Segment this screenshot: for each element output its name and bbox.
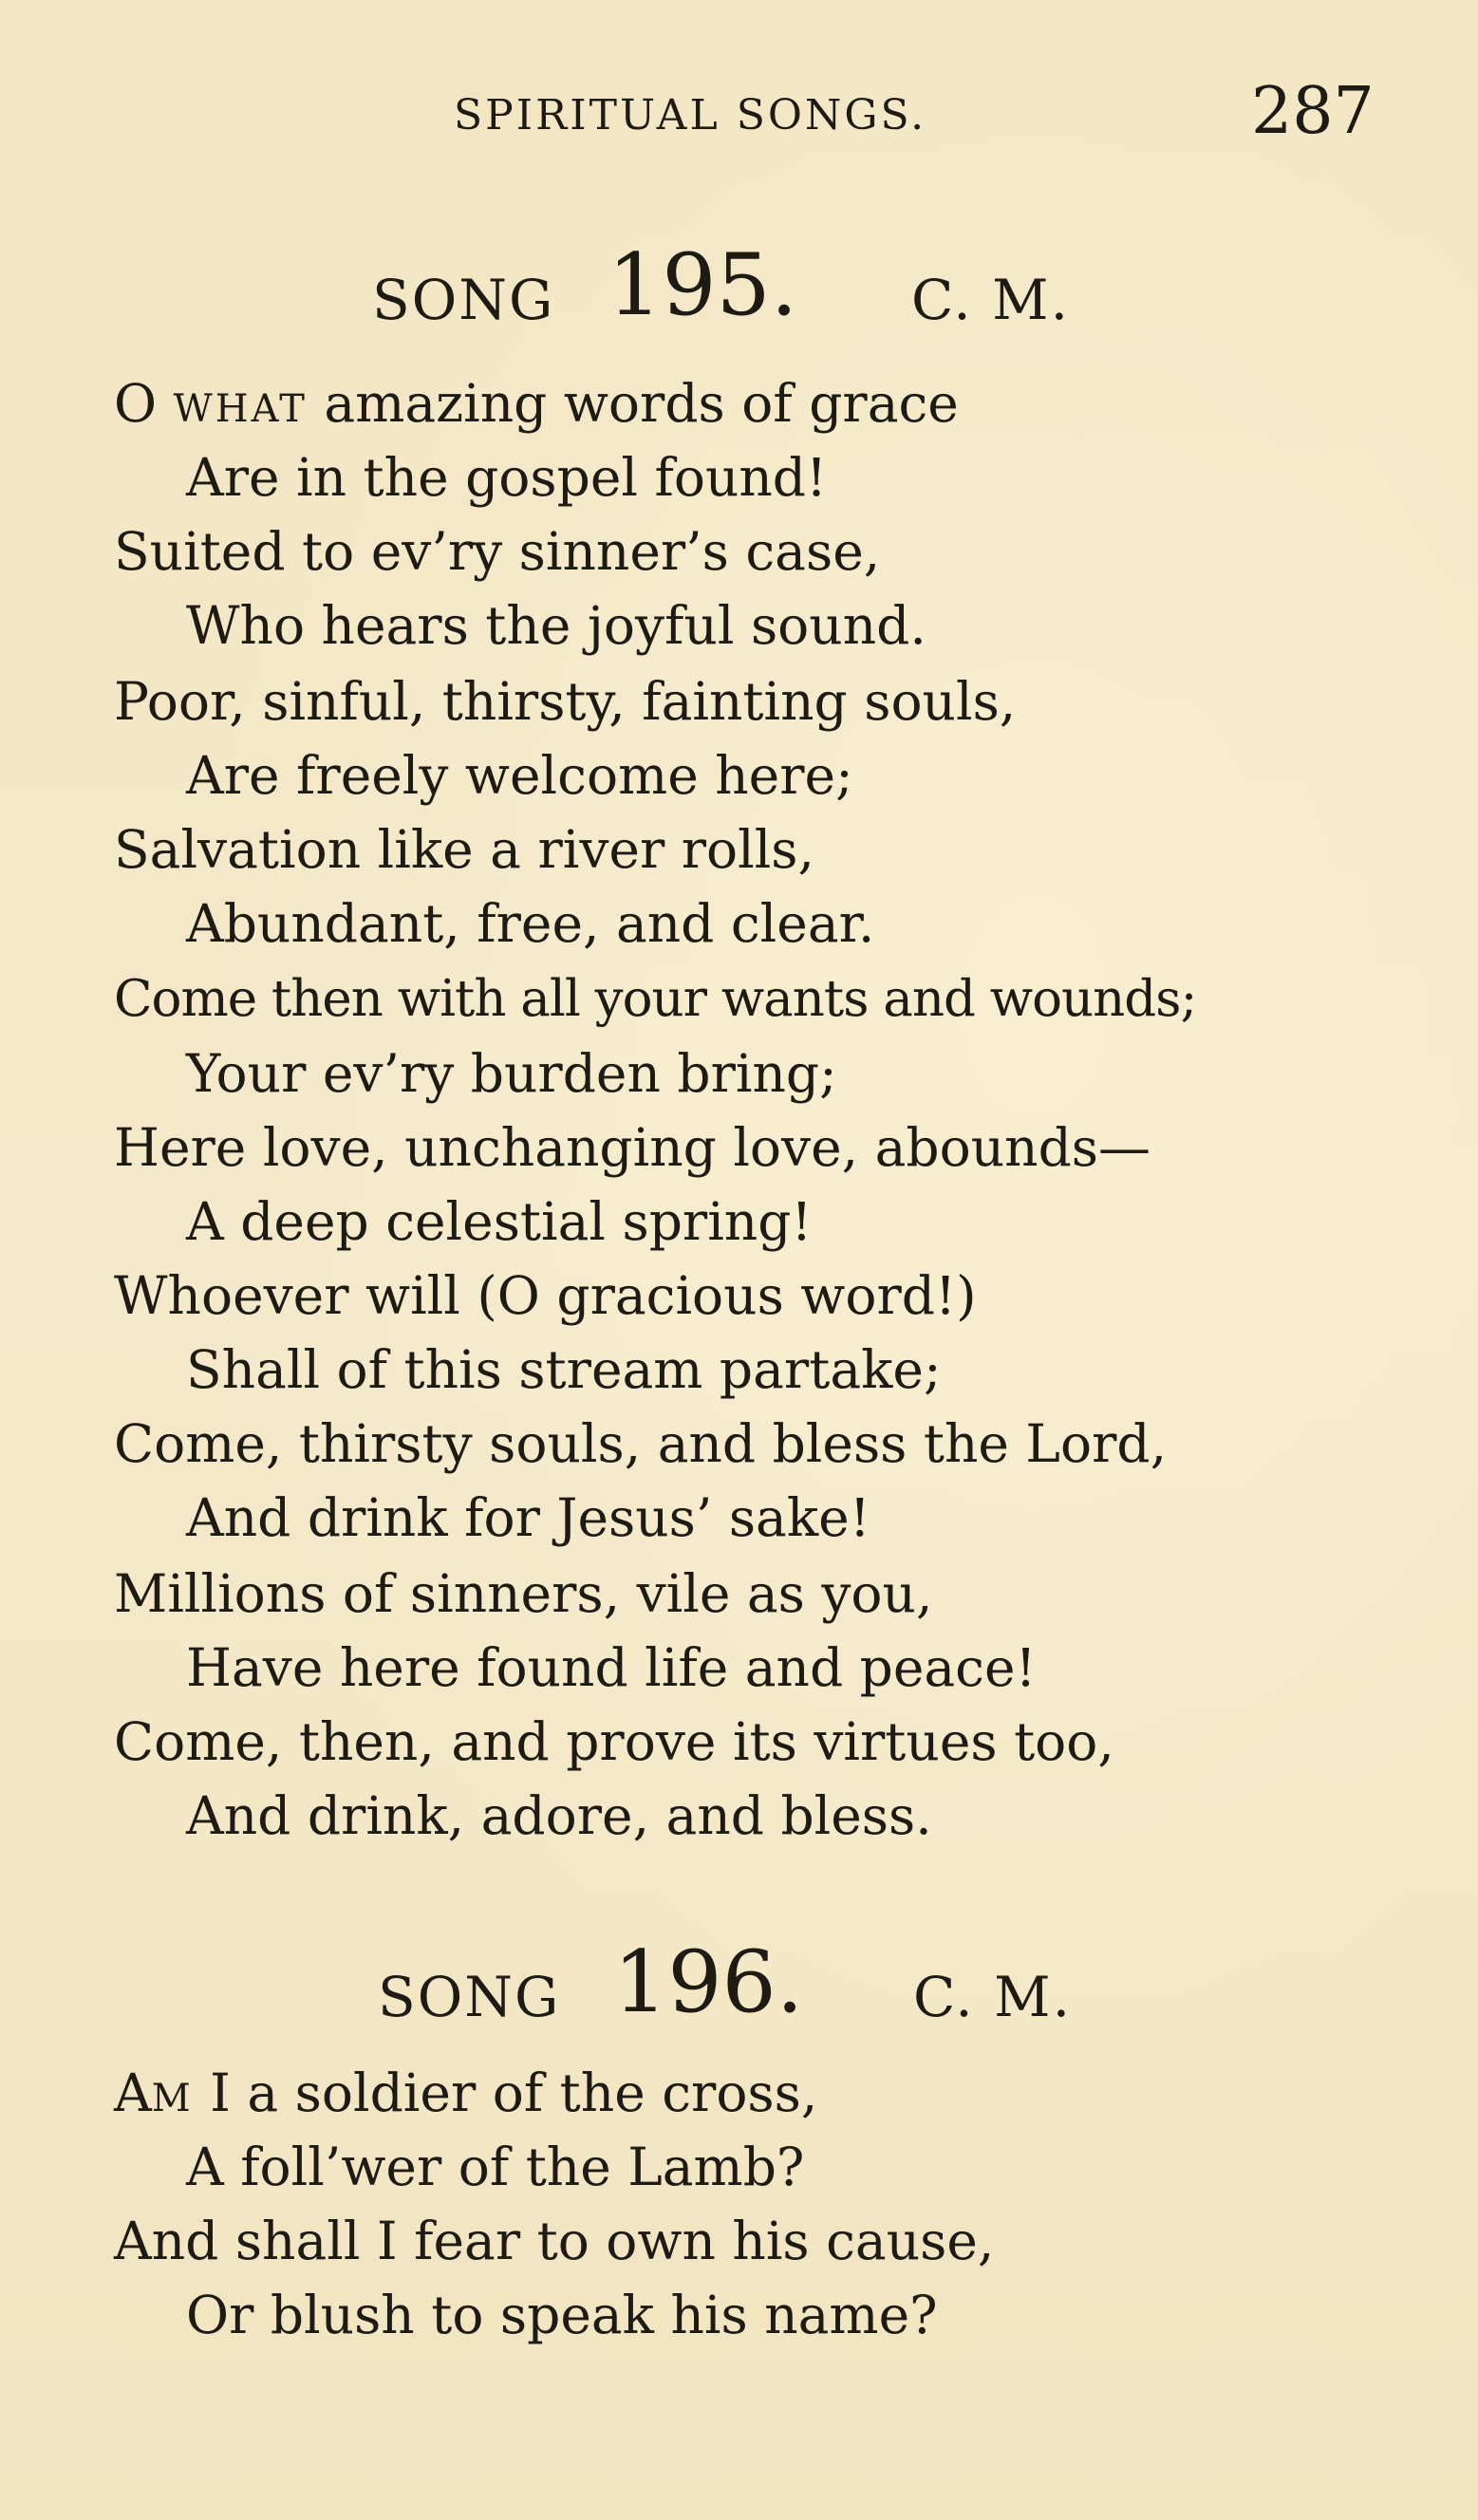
verse-line: Suited to ev’ry sinner’s case, — [114, 521, 881, 582]
verse-line: Salvation like a river rolls, — [114, 819, 815, 880]
verse-line: Abundant, free, and clear. — [186, 893, 875, 954]
song-heading-195 — [0, 235, 1478, 340]
verse-line: Come, then, and prove its virtues too, — [114, 1711, 1114, 1772]
song-number: 196. — [613, 1932, 804, 2032]
verse-line: Who hears the joyful sound. — [186, 595, 926, 656]
small-caps-word: M — [151, 2077, 194, 2120]
song-number: 195. — [608, 235, 798, 335]
stanza-195-5 — [114, 1557, 1405, 1853]
verse-line — [114, 2056, 1405, 2130]
running-title: SPIRITUAL SONGS. — [454, 91, 927, 140]
small-caps-word: WHAT — [173, 387, 308, 431]
verse-line: Whoever will (O gracious word!) — [114, 1265, 977, 1326]
stanza-195-2 — [114, 664, 1405, 961]
verse-line: Are in the gospel found! — [186, 447, 828, 508]
song-meter: C. M. — [911, 268, 1071, 332]
song-word: SONG — [372, 268, 555, 332]
verse-line: Have here found life and peace! — [186, 1637, 1037, 1698]
verse-line: A deep celestial spring! — [186, 1191, 813, 1252]
stanza-195-1 — [114, 366, 1405, 663]
verse-line — [114, 366, 1405, 440]
stanza-195-4 — [114, 1259, 1405, 1555]
stanza-196-1 — [114, 2056, 1405, 2352]
running-head — [0, 74, 1478, 159]
verse-line: Millions of sinners, vile as you, — [114, 1563, 933, 1624]
drop-letter: A — [114, 2063, 152, 2123]
verse-line: And drink for Jesus’ sake! — [186, 1487, 870, 1548]
drop-letter: O — [114, 373, 158, 434]
verse-line: And drink, adore, and bless. — [186, 1785, 932, 1846]
song-meter: C. M. — [913, 1965, 1073, 2029]
verse-line: A foll’wer of the Lamb? — [186, 2137, 805, 2197]
verse-line: Or blush to speak his name? — [186, 2285, 938, 2345]
stanza-195-3 — [114, 962, 1405, 1259]
song-word: SONG — [378, 1965, 561, 2029]
verse-line: Shall of this stream partake; — [186, 1339, 942, 1400]
verse-line: Come then with all your wants and wounds; — [114, 970, 1197, 1028]
verse-line: Your ev’ry burden bring; — [186, 1043, 837, 1104]
verse-line: And shall I fear to own his cause, — [114, 2211, 995, 2271]
verse-line: Come, thirsty souls, and bless the Lord, — [114, 1413, 1168, 1474]
verse-line: Are freely welcome here; — [186, 745, 853, 806]
page-number: 287 — [1251, 74, 1375, 149]
line-rest: amazing words of grace — [307, 373, 959, 434]
verse-line: Poor, sinful, thirsty, fainting souls, — [114, 671, 1017, 732]
verse-line: Here love, unchanging love, abounds— — [114, 1117, 1151, 1178]
line-rest: I a soldier of the cross, — [193, 2063, 818, 2123]
song-heading-196 — [0, 1932, 1478, 2037]
